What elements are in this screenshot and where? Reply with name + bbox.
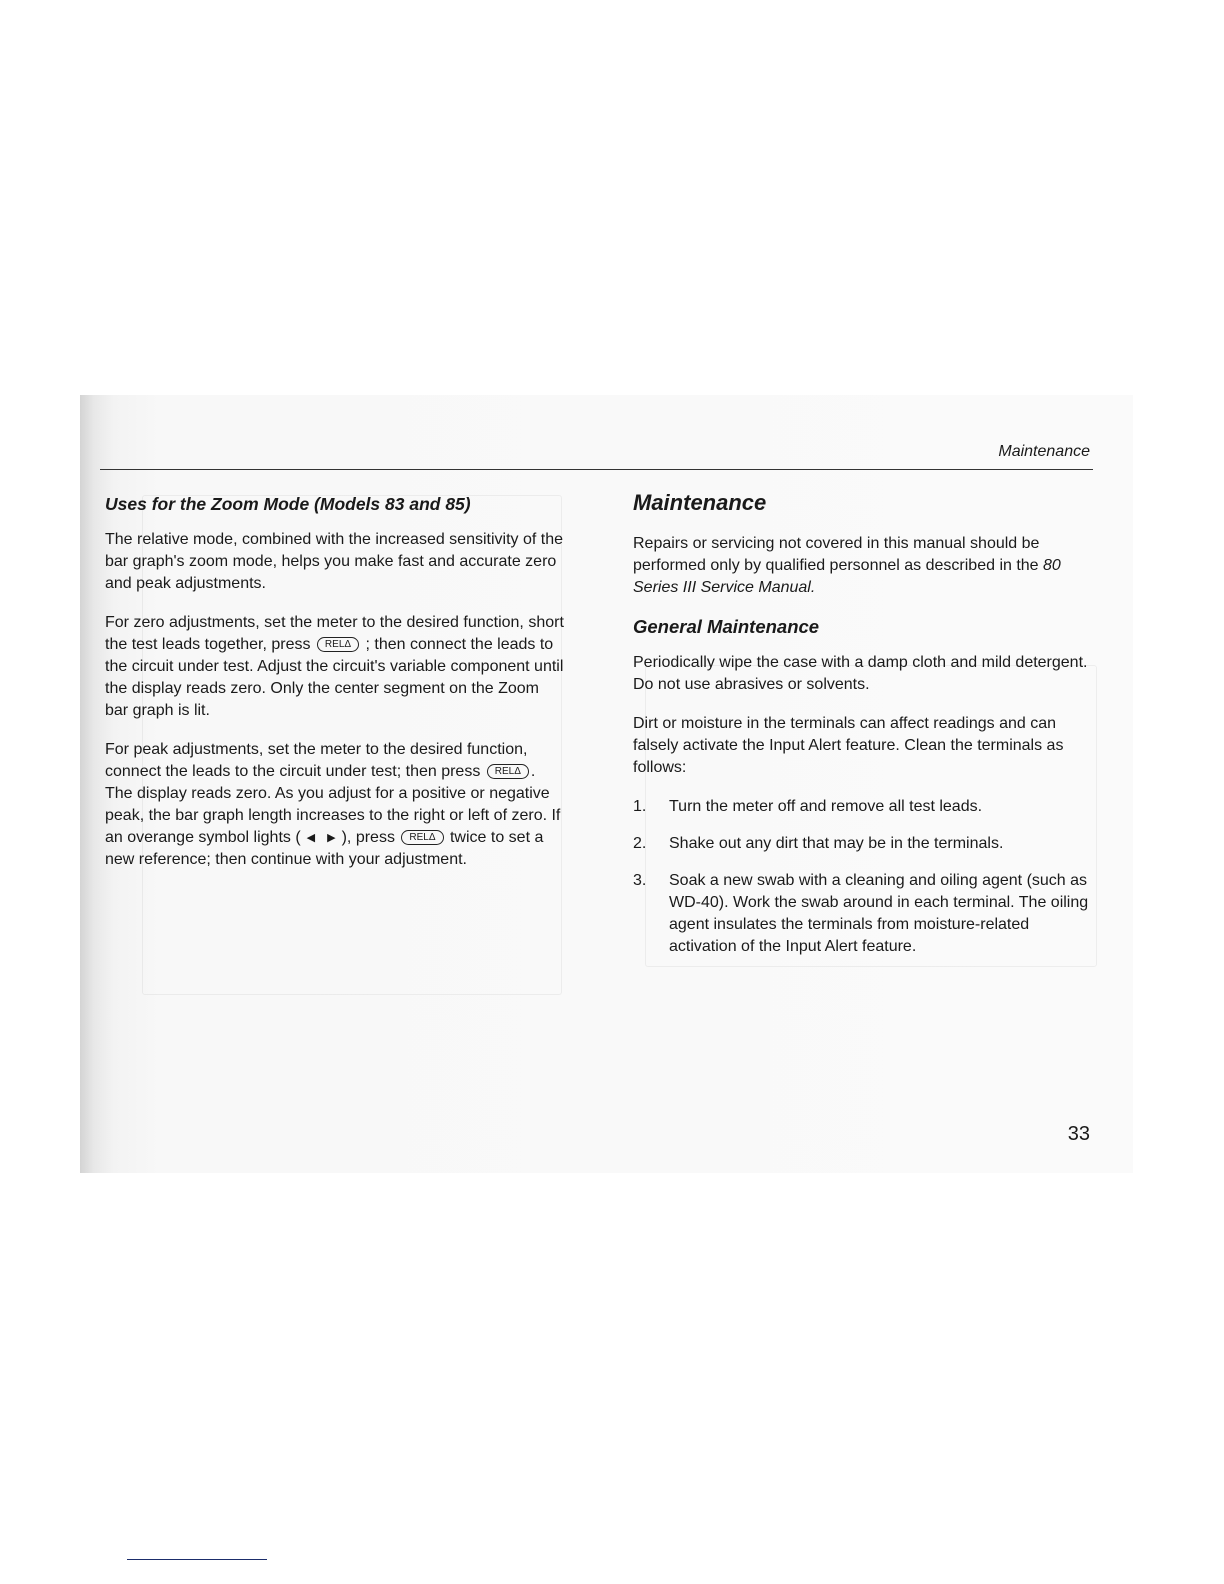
scanned-page (80, 395, 1133, 1173)
rel-delta-key-icon: RELΔ (487, 764, 529, 779)
peak-adjustment-paragraph (105, 739, 565, 871)
general-maintenance-paragraph-1: Periodically wipe the case with a damp cloth and mild detergent. Do not use abrasives or solvents. (633, 654, 1088, 693)
step-number: 2. (633, 835, 647, 852)
peak-adjustment-text-2: . The display reads zero. As you adjust for a positive or negative peak, the bar graph length increases to the right or left of zero. If an overange symbol lights ( (105, 763, 561, 846)
step-text: Turn the meter off and remove all test leads. (669, 798, 983, 815)
list-item (633, 796, 1098, 818)
zoom-mode-intro: The relative mode, combined with the increased sensitivity of the bar graph's zoom mode, helps you make fast and accurate zero and peak adjustments. (105, 531, 564, 592)
maintenance-intro (633, 533, 1098, 599)
cleaning-steps-list (633, 796, 1098, 958)
list-item (633, 833, 1098, 855)
page-number: 33 (1067, 1123, 1090, 1145)
general-maintenance-heading: General Maintenance (633, 616, 820, 637)
header-rule (100, 469, 1093, 470)
peak-adjustment-text-1: For peak adjustments, set the meter to the desired function, connect the leads to the circuit under test; then press (105, 741, 528, 780)
right-arrow-icon: ▶ (327, 832, 336, 844)
rel-delta-key-icon: RELΔ (317, 637, 359, 652)
step-number: 3. (633, 872, 647, 889)
step-text: Shake out any dirt that may be in the terminals. (669, 835, 1004, 852)
left-column (105, 493, 565, 888)
peak-adjustment-text-4: twice to set a new reference; then continue with your adjustment. (105, 829, 544, 868)
peak-adjustment-text-3: ), press (341, 829, 395, 846)
running-head: Maintenance (998, 443, 1090, 460)
footnote-rule (127, 1559, 267, 1560)
maintenance-heading: Maintenance (633, 490, 767, 515)
rel-delta-key-icon: RELΔ (401, 830, 443, 845)
step-number: 1. (633, 798, 647, 815)
zero-adjustment-text-1: For zero adjustments, set the meter to the desired function, short the test leads together, press (105, 614, 564, 653)
service-manual-title: 80 Series III Service Manual. (633, 557, 1061, 596)
general-maintenance-paragraph-2: Dirt or moisture in the terminals can affect readings and can falsely activate the Input Alert feature. Clean the terminals as follows: (633, 715, 1064, 776)
zero-adjustment-text-2: ; then connect the leads to the circuit under test. Adjust the circuit's variable component until the display reads zero. Only the center segment on the Zoom bar graph is lit. (105, 636, 564, 719)
step-text: Soak a new swab with a cleaning and oiling agent (such as WD-40). Work the swab around in each terminal. The oiling agent insulates the terminals from moisture-related activation of the Input Alert feature. (669, 872, 1089, 955)
zoom-mode-heading: Uses for the Zoom Mode (Models 83 and 85) (105, 494, 471, 514)
left-arrow-icon: ◀ (306, 832, 316, 844)
zero-adjustment-paragraph (105, 612, 565, 722)
right-column (633, 490, 1098, 973)
list-item (633, 870, 1098, 958)
maintenance-intro-text: Repairs or servicing not covered in this manual should be performed only by qualified personnel as described in the (633, 535, 1040, 574)
